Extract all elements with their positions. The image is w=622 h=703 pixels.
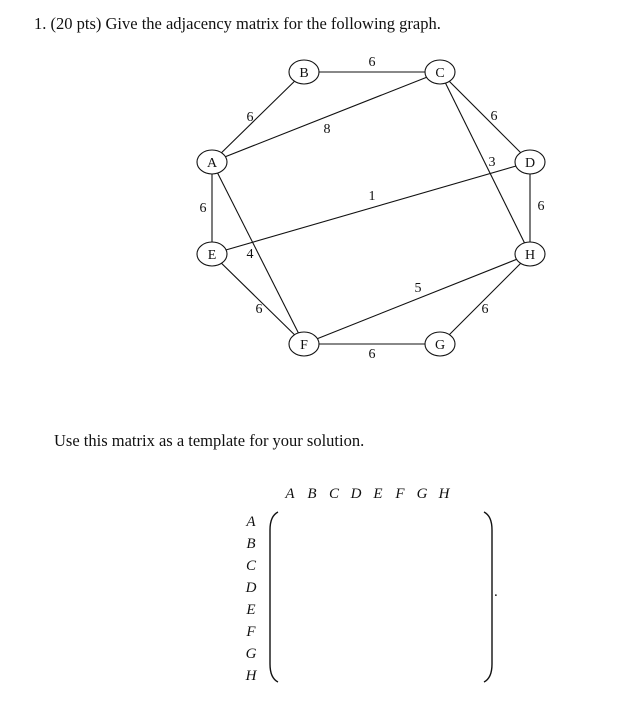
row-label: D (245, 580, 257, 596)
column-label: D (350, 486, 362, 502)
node-label: G (434, 338, 446, 353)
edge-weight-F-G: 6 (368, 347, 376, 362)
node-label: B (299, 66, 309, 81)
edge-weight-B-C: 6 (368, 55, 376, 70)
node-label: H (524, 248, 536, 263)
edge-weight-E-F: 6 (255, 302, 263, 317)
row-label: H (245, 668, 257, 684)
column-label: C (328, 486, 339, 502)
column-label: E (373, 486, 383, 502)
node-label: D (524, 156, 536, 171)
edge-weight-E-D: 1 (368, 189, 376, 204)
right-bracket (484, 512, 492, 682)
instruction-text: Use this matrix as a template for your solution. (54, 431, 365, 450)
edge-weight-A-E: 6 (199, 201, 207, 216)
row-label: C (245, 558, 256, 574)
row-label: A (246, 514, 256, 530)
matrix-period: . (494, 584, 498, 600)
column-label: B (307, 486, 317, 502)
edge-weight-C-D: 6 (490, 109, 498, 124)
edge-weight-F-H: 5 (414, 281, 422, 296)
column-label: F (395, 486, 405, 502)
row-label: F (246, 624, 256, 640)
column-label: A (285, 486, 295, 502)
row-label: E (246, 602, 256, 618)
node-label: C (435, 66, 445, 81)
node-label: F (300, 338, 308, 353)
problem-statement: 1. (20 pts) Give the adjacency matrix for the following graph. (34, 14, 441, 33)
left-bracket (270, 512, 278, 682)
edge-weight-G-H: 6 (481, 302, 489, 317)
node-label: A (206, 156, 218, 171)
edge-weight-A-C: 8 (323, 122, 331, 137)
node-label: E (207, 248, 217, 263)
row-label: G (245, 646, 257, 662)
column-label: H (438, 486, 450, 502)
edge-weight-D-H: 6 (537, 199, 545, 214)
edge-weight-A-B: 6 (246, 110, 254, 125)
row-label: B (246, 536, 256, 552)
edge-weight-C-H: 3 (488, 155, 496, 170)
edge-weight-A-F: 4 (246, 247, 254, 262)
column-label: G (416, 486, 428, 502)
